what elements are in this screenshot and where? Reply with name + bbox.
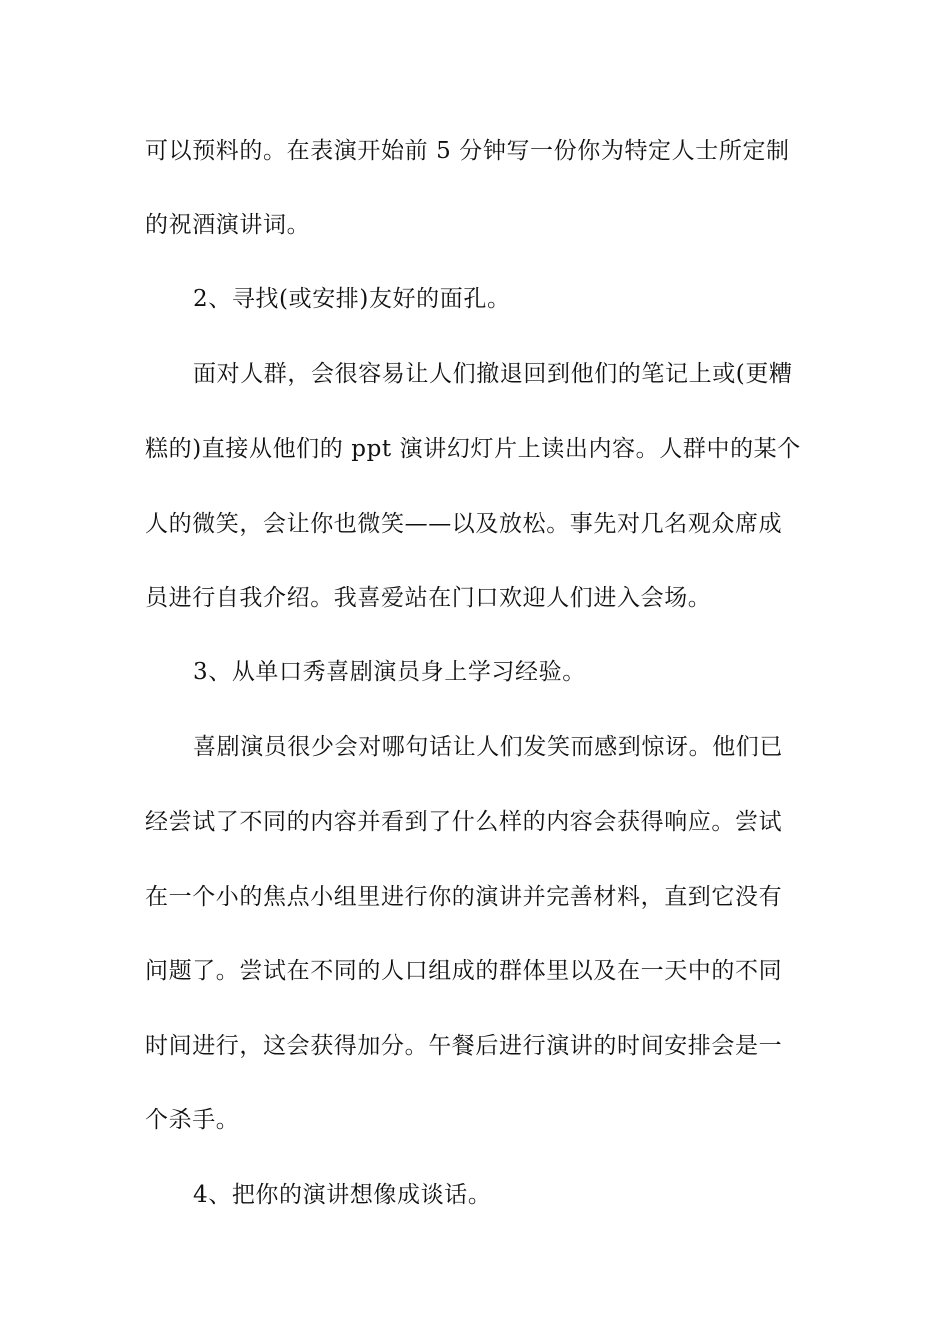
list-heading: 2、寻找(或安排)友好的面孔。 <box>193 286 511 312</box>
list-heading: 4、把你的演讲想像成谈话。 <box>193 1182 492 1208</box>
text-line: 问题了。尝试在不同的人口组成的群体里以及在一天中的不同 <box>145 958 783 984</box>
text-line: 个杀手。 <box>145 1107 240 1133</box>
text-line: 可以预料的。在表演开始前 5 分钟写一份你为特定人士所定制 <box>145 138 790 164</box>
text-line: 员进行自我介绍。我喜爱站在门口欢迎人们进入会场。 <box>145 585 712 611</box>
text-line: 人的微笑，会让你也微笑——以及放松。事先对几名观众席成 <box>145 511 783 537</box>
text-line: 糕的)直接从他们的 ppt 演讲幻灯片上读出内容。人群中的某个 <box>145 436 801 462</box>
text-line: 时间进行，这会获得加分。午餐后进行演讲的时间安排会是一 <box>145 1033 783 1059</box>
list-heading: 3、从单口秀喜剧演员身上学习经验。 <box>193 659 586 685</box>
paragraph-first-line: 面对人群，会很容易让人们撤退回到他们的笔记上或(更糟 <box>193 361 793 387</box>
text-line: 经尝试了不同的内容并看到了什么样的内容会获得响应。尝试 <box>145 809 783 835</box>
paragraph-first-line: 喜剧演员很少会对哪句话让人们发笑而感到惊讶。他们已 <box>193 734 783 760</box>
text-line: 在一个小的焦点小组里进行你的演讲并完善材料，直到它没有 <box>145 884 783 910</box>
text-line: 的祝酒演讲词。 <box>145 212 311 238</box>
